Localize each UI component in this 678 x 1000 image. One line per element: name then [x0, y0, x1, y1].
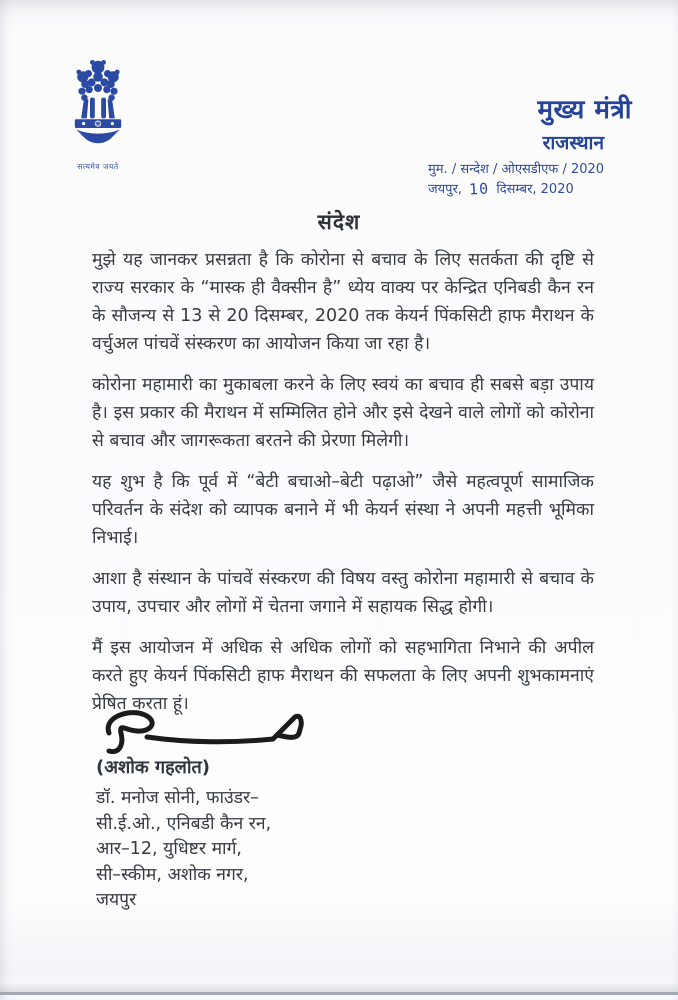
recipient-line-3: आर–12, युधिष्टर मार्ग, — [96, 839, 242, 859]
emblem-motto: सत्यमेव जयते — [77, 162, 119, 171]
letter-body — [92, 246, 594, 731]
recipient-line-5: जयपुर — [96, 890, 137, 910]
national-emblem — [56, 56, 140, 172]
recipient-line-1: डॉ. मनोज सोनी, फाउंडर– — [96, 788, 259, 808]
place-date-line — [428, 179, 648, 199]
recipient-line-4: सी–स्कीम, अशोक नगर, — [96, 864, 249, 885]
paragraph-5: मैं इस आयोजन में अधिक से अधिक लोगों को सहभागिता निभाने की अपील करते हुए केयर्न पिंकसिटी हाफ मैराथन की सफलता के लिए अपनी शुभकामनाएं प्रेषित करता हूं। — [92, 638, 594, 714]
letterhead — [350, 90, 632, 155]
paragraph-1: मुझे यह जानकर प्रसन्नता है कि कोरोना से बचाव के लिए सतर्कता की दृष्टि से राज्य सरकार के “मास्क ही वैक्सीन है” ध्येय वाक्य पर केन्द्रित एनिबडी कैन रन के सौजन्य से 13 से 20 दिसम्बर, 2020 तक केयर्न पिंकसिटी हाफ मैराथन के वर्चुअल पांचवें संस्करण का आयोजन किया जा रहा है। — [92, 250, 594, 354]
scan-edge-line — [0, 992, 678, 995]
paragraph-4: आशा है संस्थान के पांचवें संस्करण की विषय वस्तु कोरोना महामारी से बचाव के उपाय, उपचार और लोगों में चेतना जगाने में सहायक सिद्ध होगी। — [92, 569, 594, 617]
handwritten-date: 10 — [468, 179, 490, 199]
reference-number: मुम. / सन्देश / ओएसडीएफ / 2020 — [428, 162, 605, 177]
signature-icon — [94, 704, 309, 759]
place-label: जयपुर, — [428, 182, 463, 197]
reference-block — [428, 160, 648, 199]
recipient-line-2: सी.ई.ओ., एनिबडी कैन रन, — [96, 813, 272, 834]
national-emblem-of-india-icon — [62, 56, 134, 160]
letter-title: संदेश — [317, 210, 361, 234]
state-name: राजस्थान — [542, 132, 604, 154]
scan-shadow — [0, 982, 678, 992]
paragraph-2: कोरोना महामारी का मुकाबला करने के लिए स्वयं का बचाव ही सबसे बड़ा उपाय है। इस प्रकार की मैराथन में सम्मिलित होने और इसे देखने वाले लोगों को कोरोना से बचाव और जागरूकता बरतने की प्रेरणा मिलेगी। — [92, 375, 594, 451]
paragraph-3: यह शुभ है कि पूर्व में “बेटी बचाओ–बेटी पढ़ाओ” जैसे महत्वपूर्ण सामाजिक परिवर्तन के संदेश को व्यापक बनाने में भी केयर्न संस्था ने अपनी महत्ती भूमिका निभाई। — [92, 472, 594, 548]
recipient-address — [96, 786, 271, 914]
office-title: मुख्य मंत्री — [537, 95, 632, 125]
signatory-name: (अशोक गहलोत) — [96, 757, 211, 778]
date-text: दिसम्बर, 2020 — [496, 182, 574, 197]
